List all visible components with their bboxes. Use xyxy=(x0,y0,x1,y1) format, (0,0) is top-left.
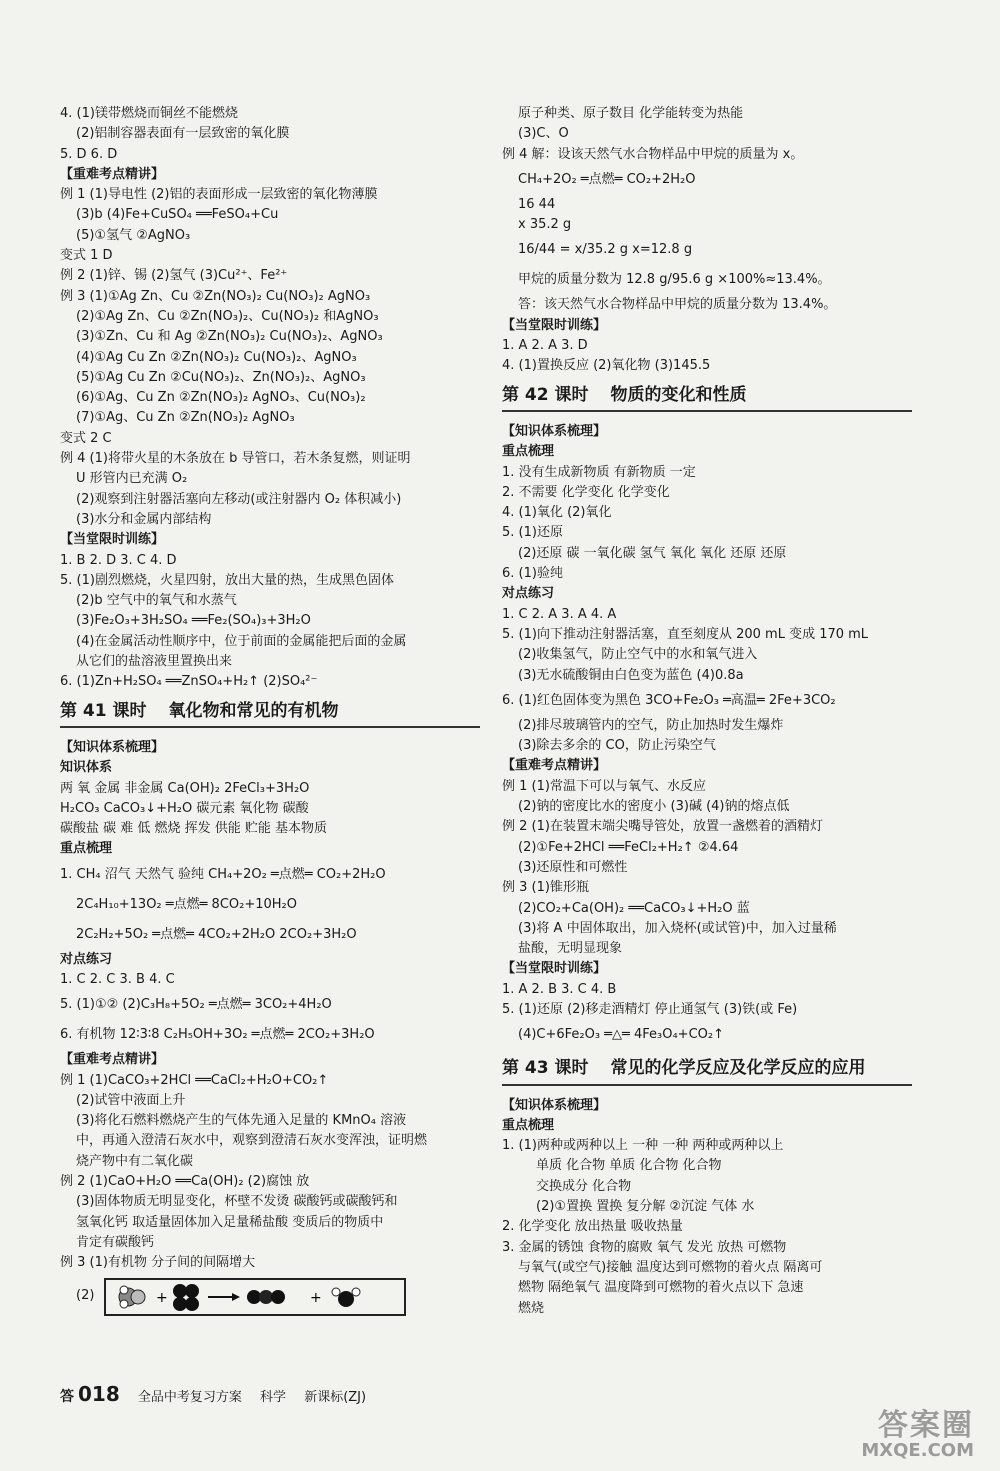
answer-line: 【重难考点精讲】 xyxy=(60,166,165,182)
answer-line: 甲烷的质量分数为 12.8 g/95.6 g ×100%≈13.4%。 xyxy=(518,272,831,288)
answer-line: 2C₂H₂+5O₂ ═点燃═ 4CO₂+2H₂O 2CO₂+3H₂O xyxy=(76,926,357,942)
right-column xyxy=(502,104,912,1319)
lesson-title: 氧化物和常见的有机物 xyxy=(168,700,339,721)
answer-line: 1. A 2. A 3. D xyxy=(502,338,588,354)
answer-line: 3. 金属的锈蚀 食物的腐败 氧气 发光 放热 可燃物 xyxy=(502,1239,787,1255)
answer-line: 两 氧 金属 非金属 Ca(OH)₂ 2FeCl₃+3H₂O xyxy=(60,780,310,796)
answer-line: (2)①Ag Zn、Cu ②Zn(NO₃)₂、Cu(NO₃)₂ 和AgNO₃ xyxy=(76,308,379,324)
answer-line: (3)除去多余的 CO，防止污染空气 xyxy=(518,738,716,754)
answer-line: (2)铝制容器表面有一层致密的氧化膜 xyxy=(76,126,290,142)
answer-line: 单质 化合物 单质 化合物 化合物 xyxy=(536,1158,722,1174)
answer-line: 例 3 (1)①Ag Zn、Cu ②Zn(NO₃)₂ Cu(NO₃)₂ AgNO₃ xyxy=(60,288,371,304)
answer-line: 【重难考点精讲】 xyxy=(502,758,607,774)
answer-line: 原子种类、原子数目 化学能转变为热能 xyxy=(518,106,744,121)
answer-line: 1. C 2. A 3. A 4. A xyxy=(502,606,617,622)
page-number xyxy=(60,1382,124,1406)
answer-line: (2)收集氢气，防止空气中的水和氧气进入 xyxy=(518,647,758,663)
answer-line: 例 1 (1)CaCO₃+2HCl ══CaCl₂+H₂O+CO₂↑ xyxy=(60,1072,329,1088)
lesson-number: 第 43 课时 xyxy=(502,1058,589,1079)
answer-line: 5. (1)向下推动注射器活塞，直至刻度从 200 mL 变成 170 mL xyxy=(502,626,869,642)
answer-line: (3)①Zn、Cu 和 Ag ②Zn(NO₃)₂ Cu(NO₃)₂、AgNO₃ xyxy=(76,329,383,345)
answer-line: 例 1 (1)常温下可以与氧气、水反应 xyxy=(502,778,706,794)
molecule-diagram xyxy=(60,1278,480,1316)
answer-line: 【当堂限时训练】 xyxy=(60,532,165,548)
answer-line: (2)还原 碳 一氧化碳 氢气 氧化 氧化 还原 还原 xyxy=(518,545,787,561)
subject: 科学 xyxy=(260,1390,287,1405)
answer-line: (2)①置换 置换 复分解 ②沉淀 气体 水 xyxy=(536,1199,755,1215)
answer-line: 【知识体系梳理】 xyxy=(502,423,607,439)
answer-line: 5. D 6. D xyxy=(60,146,118,162)
answer-line: (2)试管中液面上升 xyxy=(76,1092,186,1108)
watermark-url: MXQE.COM xyxy=(861,1440,974,1461)
answer-line: H₂CO₃ CaCO₃↓+H₂O 碳元素 氧化物 碳酸 xyxy=(60,800,309,816)
left-column xyxy=(60,104,480,1316)
answer-line: 16/44 = x/35.2 g x=12.8 g xyxy=(518,242,693,258)
book-title: 全品中考复习方案 xyxy=(137,1390,242,1405)
answer-line: 例 4 (1)将带火星的木条放在 b 导管口，若木条复燃，则证明 xyxy=(60,451,411,467)
answer-line: 变式 1 D xyxy=(60,248,113,264)
answer-line: 1. B 2. D 3. C 4. D xyxy=(60,552,177,568)
answer-line: CH₄+2O₂ ═点燃═ CO₂+2H₂O xyxy=(518,171,696,187)
answer-line: 知识体系 xyxy=(60,760,113,776)
edition: 新课标(ZJ) xyxy=(304,1390,367,1405)
answer-line: 5. (1)还原 (2)移走酒精灯 停止通氢气 (3)铁(或 Fe) xyxy=(502,1001,798,1017)
answer-line: (3)水分和金属内部结构 xyxy=(76,511,212,527)
lesson-number: 第 42 课时 xyxy=(502,384,589,405)
answer-line: 重点梳理 xyxy=(60,841,113,857)
answer-line: 变式 2 C xyxy=(60,430,112,446)
answer-line: 6. (1)验纯 xyxy=(502,566,563,582)
diagram-label: (2) xyxy=(76,1288,95,1304)
answer-line: 6. 有机物 12∶3∶8 C₂H₅OH+3O₂ ═点燃═ 2CO₂+3H₂O xyxy=(60,1027,375,1043)
page-footer xyxy=(60,1382,366,1406)
answer-line: 【当堂限时训练】 xyxy=(502,317,607,333)
answer-line: (2)b 空气中的氧气和水蒸气 xyxy=(76,593,237,609)
answer-line: 对点练习 xyxy=(502,586,555,602)
answer-line: 5. (1)还原 xyxy=(502,525,563,541)
answer-line: (2)观察到注射器活塞向左移动(或注射器内 O₂ 体积减小) xyxy=(76,491,402,507)
answer-line: 1. 没有生成新物质 有新物质 一定 xyxy=(502,464,696,480)
answer-line: 16 44 xyxy=(518,196,556,212)
answer-line: 2. 化学变化 放出热量 吸收热量 xyxy=(502,1219,683,1235)
answer-line: 1. (1)两种或两种以上 一种 一种 两种或两种以上 xyxy=(502,1138,784,1154)
answer-prefix: 答 xyxy=(60,1389,74,1405)
left-answer-block-1 xyxy=(60,104,480,693)
answer-line: 燃物 隔绝氧气 温度降到可燃物的着火点以下 急速 xyxy=(518,1280,804,1296)
answer-line: 2C₄H₁₀+13O₂ ═点燃═ 8CO₂+10H₂O xyxy=(76,896,298,912)
answer-line: 4. (1)镁带燃烧而铜丝不能燃烧 xyxy=(60,106,238,121)
answer-line: (2)CO₂+Ca(OH)₂ ══CaCO₃↓+H₂O 蓝 xyxy=(518,900,750,916)
answer-line: 5. (1)剧烈燃烧，火星四射，放出大量的热，生成黑色固体 xyxy=(60,572,394,588)
answer-line: 燃烧 xyxy=(518,1300,545,1316)
reactant-molecule-1 xyxy=(119,1286,145,1308)
answer-line: 【知识体系梳理】 xyxy=(60,739,165,755)
answer-line: 肯定有碳酸钙 xyxy=(76,1234,155,1250)
answer-line: (2)①Fe+2HCl ══FeCl₂+H₂↑ ②4.64 xyxy=(518,839,739,855)
answer-line: 重点梳理 xyxy=(502,444,555,460)
answer-line: 例 3 (1)有机物 分子间的间隔增大 xyxy=(60,1255,256,1271)
plus-sign-2: + xyxy=(310,1289,323,1306)
answer-line: 4. (1)氧化 (2)氧化 xyxy=(502,505,612,521)
answer-line: 与氧气(或空气)接触 温度达到可燃物的着火点 隔离可 xyxy=(518,1259,823,1275)
answer-line: (5)①氢气 ②AgNO₃ xyxy=(76,227,191,243)
answer-line: 烧产物中有二氧化碳 xyxy=(76,1153,194,1169)
left-answer-block-2 xyxy=(60,738,480,1274)
answer-line: 答：该天然气水合物样品中甲烷的质量分数为 13.4%。 xyxy=(518,297,837,313)
answer-line: 4. (1)置换反应 (2)氧化物 (3)145.5 xyxy=(502,358,711,374)
answer-line: U 形管内已充满 O₂ xyxy=(76,471,188,487)
lesson-41-heading xyxy=(60,701,480,728)
answer-line: (4)C+6Fe₂O₃ ═△═ 4Fe₃O₄+CO₂↑ xyxy=(518,1027,724,1043)
answer-line: 重点梳理 xyxy=(502,1117,555,1133)
answer-line: (3)无水硫酸铜由白色变为蓝色 (4)0.8a xyxy=(518,667,744,683)
right-answer-block-3 xyxy=(502,1096,912,1319)
right-answer-block-1 xyxy=(502,104,912,377)
answer-line: 2. 不需要 化学变化 化学变化 xyxy=(502,484,670,500)
answer-line: 盐酸，无明显现象 xyxy=(518,941,623,957)
lesson-title: 常见的化学反应及化学反应的应用 xyxy=(610,1058,866,1079)
molecule-box xyxy=(104,1278,406,1316)
answer-line: 氢氧化钙 取适量固体加入足量稀盐酸 变质后的物质中 xyxy=(76,1214,384,1230)
answer-line: 【当堂限时训练】 xyxy=(502,961,607,977)
answer-line: (5)①Ag Cu Zn ②Cu(NO₃)₂、Zn(NO₃)₂、AgNO₃ xyxy=(76,369,366,385)
answer-line: (3)固体物质无明显变化，杯壁不发烫 碳酸钙或碳酸钙和 xyxy=(76,1194,398,1210)
answer-line: (3)将 A 中固体取出，加入烧杯(或试管)中，加入过量稀 xyxy=(518,920,837,936)
answer-line: 例 4 解：设该天然气水合物样品中甲烷的质量为 x。 xyxy=(502,146,804,162)
reactant-molecule-2 xyxy=(173,1284,199,1311)
answer-line: 【重难考点精讲】 xyxy=(60,1052,165,1068)
lesson-title: 物质的变化和性质 xyxy=(610,384,747,405)
answer-line: (3)C、O xyxy=(518,126,569,142)
answer-line: 从它们的盐溶液里置换出来 xyxy=(76,654,233,670)
answer-line: 对点练习 xyxy=(60,951,113,967)
answer-line: (2)钠的密度比水的密度小 (3)碱 (4)钠的熔点低 xyxy=(518,799,790,815)
answer-line: 【知识体系梳理】 xyxy=(502,1097,607,1113)
answer-line: 6. (1)Zn+H₂SO₄ ══ZnSO₄+H₂↑ (2)SO₄²⁻ xyxy=(60,674,318,690)
answer-line: 1. CH₄ 沼气 天然气 验纯 CH₄+2O₂ ═点燃═ CO₂+2H₂O xyxy=(60,866,386,882)
product-molecule-1 xyxy=(247,1290,285,1304)
answer-line: 例 2 (1)锌、锡 (2)氢气 (3)Cu²⁺、Fe²⁺ xyxy=(60,268,288,284)
product-molecule-2 xyxy=(332,1288,360,1307)
answer-line: 中，再通入澄清石灰水中，观察到澄清石灰水变浑浊，证明燃 xyxy=(76,1133,428,1149)
answer-line: 6. (1)红色固体变为黑色 3CO+Fe₂O₃ ═高温═ 2Fe+3CO₂ xyxy=(502,692,836,708)
answer-line: 碳酸盐 碳 难 低 燃烧 挥发 供能 贮能 基本物质 xyxy=(60,821,328,837)
answer-line: 交换成分 化合物 xyxy=(536,1178,632,1194)
answer-line: 1. A 2. B 3. C 4. B xyxy=(502,981,617,997)
answer-line: (4)①Ag Cu Zn ②Zn(NO₃)₂ Cu(NO₃)₂、AgNO₃ xyxy=(76,349,357,365)
answer-line: (4)在金属活动性顺序中，位于前面的金属能把后面的金属 xyxy=(76,633,407,649)
answer-line: 例 1 (1)导电性 (2)铝的表面形成一层致密的氧化物薄膜 xyxy=(60,187,378,203)
answer-line: 例 3 (1)锥形瓶 xyxy=(502,880,589,896)
answer-line: (3)b (4)Fe+CuSO₄ ══FeSO₄+Cu xyxy=(76,207,279,223)
plus-sign: + xyxy=(156,1289,169,1306)
answer-line: (3)Fe₂O₃+3H₂SO₄ ══Fe₂(SO₄)₃+3H₂O xyxy=(76,613,311,629)
answer-line: (2)排尽玻璃管内的空气，防止加热时发生爆炸 xyxy=(518,717,784,733)
page-number-value: 018 xyxy=(78,1382,120,1406)
watermark-logo: 答案圈 xyxy=(878,1408,974,1443)
answer-line: (6)①Ag、Cu Zn ②Zn(NO₃)₂ AgNO₃、Cu(NO₃)₂ xyxy=(76,390,366,406)
answer-line: 5. (1)①② (2)C₃H₈+5O₂ ═点燃═ 3CO₂+4H₂O xyxy=(60,997,332,1013)
lesson-43-heading xyxy=(502,1058,912,1085)
answer-line: x 35.2 g xyxy=(518,217,572,233)
answer-line: 例 2 (1)CaO+H₂O ══Ca(OH)₂ (2)腐蚀 放 xyxy=(60,1174,310,1190)
answer-line: (7)①Ag、Cu Zn ②Zn(NO₃)₂ AgNO₃ xyxy=(76,410,295,426)
answer-line: (3)还原性和可燃性 xyxy=(518,859,628,875)
lesson-number: 第 41 课时 xyxy=(60,700,147,721)
answer-line: (3)将化石燃料燃烧产生的气体先通入足量的 KMnO₄ 溶液 xyxy=(76,1113,407,1129)
molecule-reaction-figure xyxy=(114,1282,394,1312)
lesson-42-heading xyxy=(502,385,912,412)
answer-line: 1. C 2. C 3. B 4. C xyxy=(60,971,175,987)
right-answer-block-2 xyxy=(502,422,912,1050)
answer-line: 例 2 (1)在装置末端尖嘴导管处，放置一盏燃着的酒精灯 xyxy=(502,819,823,835)
